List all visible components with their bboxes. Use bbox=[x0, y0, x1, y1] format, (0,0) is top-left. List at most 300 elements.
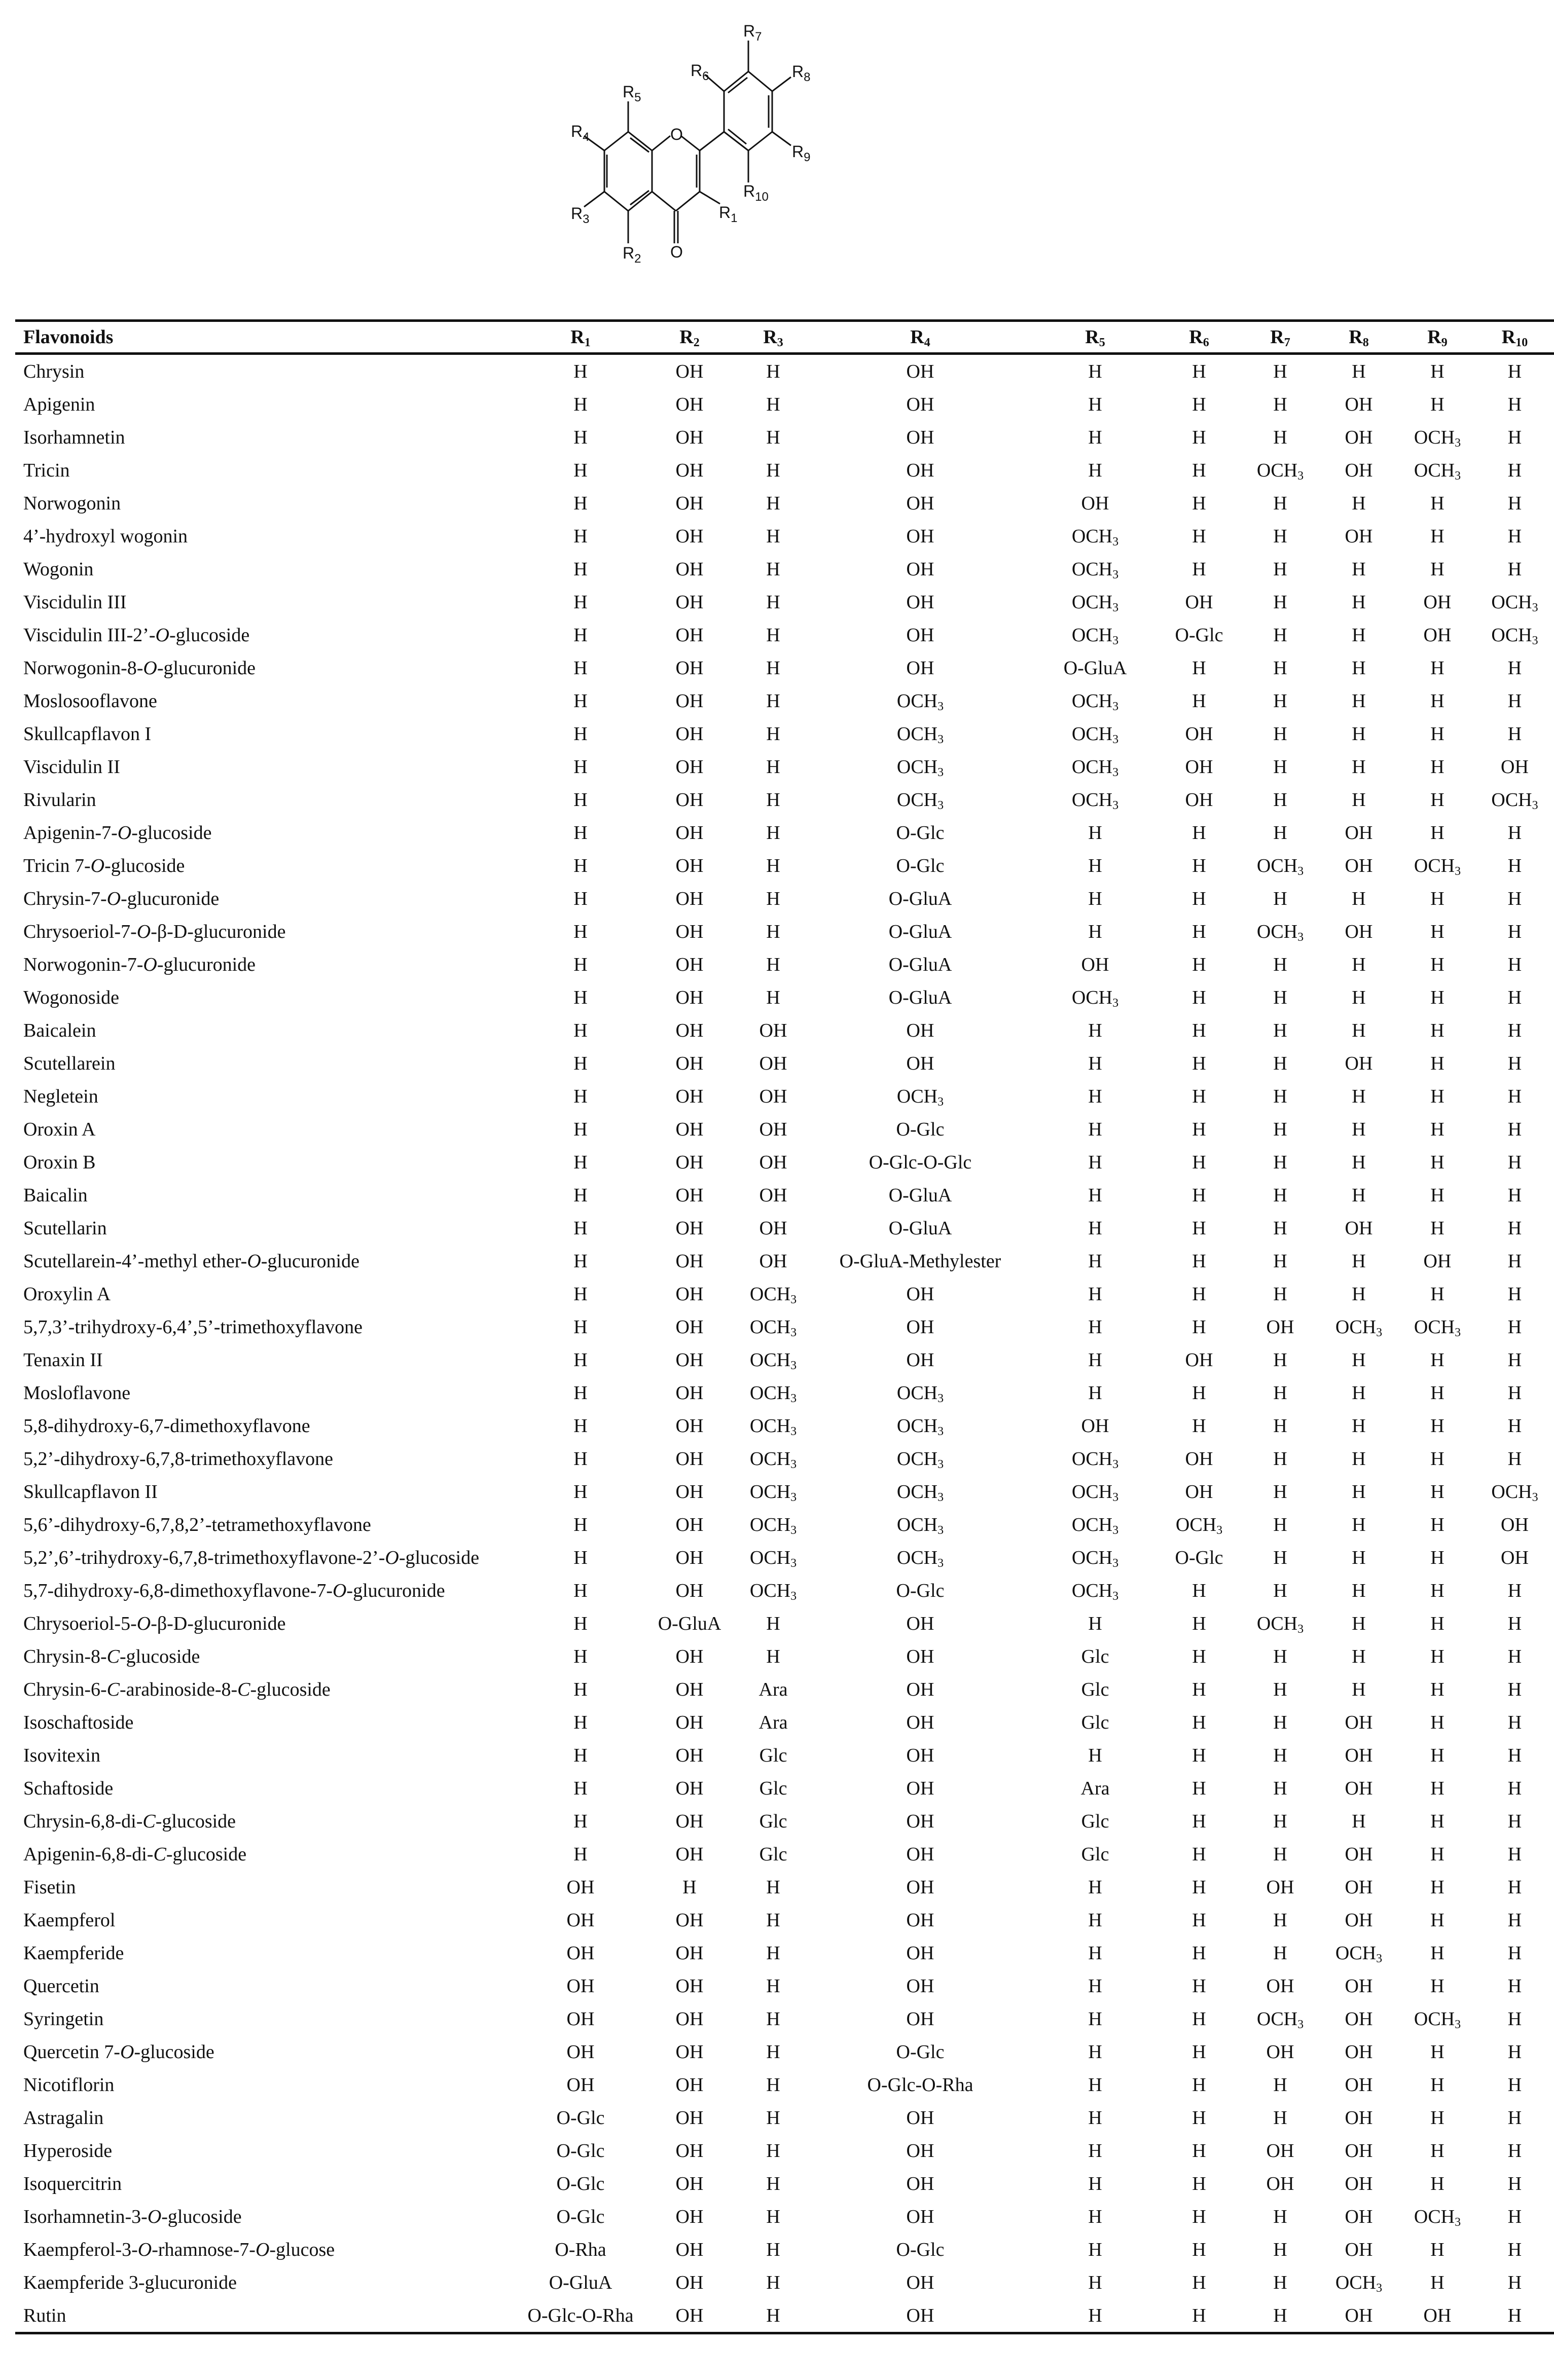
substituent-r1: H bbox=[573, 657, 588, 679]
substituent-r2: OH bbox=[675, 756, 704, 778]
substituent-r8: H bbox=[1352, 723, 1366, 745]
substituent-r10: $OCH_3$ bbox=[1491, 789, 1538, 812]
substituent-r3: H bbox=[766, 525, 780, 547]
substituent-r6: OH bbox=[1185, 789, 1213, 811]
substituent-r10: H bbox=[1507, 1777, 1522, 1799]
header-flavonoids: Flavonoids bbox=[23, 326, 114, 348]
substituent-r5: H bbox=[1088, 1876, 1102, 1898]
substituent-r7: H bbox=[1273, 1711, 1287, 1733]
substituent-r7: H bbox=[1273, 525, 1287, 547]
substituent-r9: H bbox=[1430, 1613, 1444, 1634]
substituent-r6: H bbox=[1192, 426, 1206, 448]
header-r7: $R_7$ bbox=[1270, 326, 1290, 349]
substituent-r3: H bbox=[766, 723, 780, 745]
substituent-r9: H bbox=[1430, 558, 1444, 580]
flavonoid-name: Skullcapflavon I bbox=[23, 723, 152, 745]
substituent-r9: H bbox=[1430, 1085, 1444, 1107]
table-row bbox=[15, 1805, 1554, 1838]
substituent-r9: $OCH_3$ bbox=[1414, 2206, 1461, 2229]
substituent-r10: H bbox=[1507, 1711, 1522, 1733]
table-row bbox=[15, 454, 1554, 487]
substituent-r8: OH bbox=[1345, 1843, 1373, 1865]
substituent-r2: OH bbox=[675, 459, 704, 481]
substituent-r9: H bbox=[1430, 690, 1444, 712]
substituent-r9: H bbox=[1430, 888, 1444, 909]
substituent-r4: O-Glc bbox=[896, 2041, 945, 2063]
substituent-r10: H bbox=[1507, 1052, 1522, 1074]
substituent-r7: OH bbox=[1266, 1876, 1294, 1898]
substituent-r6: H bbox=[1192, 1613, 1206, 1634]
substituent-r10: H bbox=[1507, 1645, 1522, 1667]
substituent-r3: OH bbox=[759, 1019, 787, 1041]
substituent-r7: H bbox=[1273, 888, 1287, 909]
substituent-r5: $OCH_3$ bbox=[1071, 756, 1119, 779]
substituent-r9: H bbox=[1430, 756, 1444, 778]
substituent-r2: OH bbox=[675, 2239, 704, 2260]
substituent-r3: Glc bbox=[759, 1843, 787, 1865]
substituent-r3: H bbox=[766, 921, 780, 942]
substituent-r1: H bbox=[573, 360, 588, 382]
substituent-r10: H bbox=[1507, 1250, 1522, 1272]
substituent-r9: H bbox=[1430, 2272, 1444, 2293]
substituent-r2: OH bbox=[675, 1975, 704, 1997]
substituent-r8: H bbox=[1352, 492, 1366, 514]
r6-label: $R_6$ bbox=[691, 61, 709, 83]
substituent-r3: H bbox=[766, 986, 780, 1008]
substituent-r8: OH bbox=[1345, 2074, 1373, 2096]
substituent-r7: H bbox=[1273, 822, 1287, 844]
substituent-r6: H bbox=[1192, 1019, 1206, 1041]
substituent-r1: H bbox=[573, 1019, 588, 1041]
substituent-r9: OH bbox=[1423, 591, 1452, 613]
substituent-r4: $OCH_3$ bbox=[896, 1382, 944, 1405]
substituent-r7: H bbox=[1273, 1645, 1287, 1667]
flavonoid-name: Viscidulin III-2’-O-glucoside bbox=[23, 624, 250, 646]
flavonoid-substituent-table bbox=[15, 319, 1554, 2334]
substituent-r9: H bbox=[1430, 360, 1444, 382]
substituent-r5: H bbox=[1088, 393, 1102, 415]
table-body bbox=[15, 354, 1554, 2333]
substituent-r6: H bbox=[1192, 1580, 1206, 1601]
substituent-r6: H bbox=[1192, 2173, 1206, 2194]
flavonoid-name: Scutellarin bbox=[23, 1217, 107, 1239]
substituent-r7: H bbox=[1273, 690, 1287, 712]
header-r1: $R_1$ bbox=[570, 326, 591, 349]
substituent-r6: H bbox=[1192, 558, 1206, 580]
substituent-r6: H bbox=[1192, 1909, 1206, 1931]
substituent-r4: OH bbox=[906, 1349, 934, 1371]
substituent-r10: H bbox=[1507, 426, 1522, 448]
substituent-r4: OH bbox=[906, 426, 934, 448]
substituent-r5: H bbox=[1088, 1052, 1102, 1074]
r8-label: $R_8$ bbox=[792, 62, 811, 84]
substituent-r9: H bbox=[1430, 1019, 1444, 1041]
substituent-r3: H bbox=[766, 822, 780, 844]
substituent-r1: H bbox=[573, 1711, 588, 1733]
flavonoid-name: Moslosooflavone bbox=[23, 690, 157, 712]
header-r3: $R_3$ bbox=[763, 326, 783, 349]
substituent-r7: H bbox=[1273, 1415, 1287, 1437]
r2-label: $R_2$ bbox=[623, 244, 641, 266]
substituent-r2: OH bbox=[675, 1349, 704, 1371]
r1-label: $R_1$ bbox=[719, 203, 738, 225]
substituent-r7: H bbox=[1273, 1777, 1287, 1799]
substituent-r5: H bbox=[1088, 2107, 1102, 2129]
substituent-r2: OH bbox=[675, 1283, 704, 1305]
substituent-r1: H bbox=[573, 492, 588, 514]
flavonoid-name: Negletein bbox=[23, 1085, 98, 1107]
substituent-r8: OH bbox=[1345, 2107, 1373, 2129]
substituent-r5: H bbox=[1088, 459, 1102, 481]
table-row bbox=[15, 1739, 1554, 1772]
substituent-r2: OH bbox=[675, 558, 704, 580]
substituent-r7: H bbox=[1273, 1283, 1287, 1305]
substituent-r4: O-GluA bbox=[888, 921, 952, 942]
substituent-r6: OH bbox=[1185, 1349, 1213, 1371]
substituent-r2: OH bbox=[675, 591, 704, 613]
substituent-r7: H bbox=[1273, 789, 1287, 811]
substituent-r2: OH bbox=[675, 1019, 704, 1041]
substituent-r10: H bbox=[1507, 723, 1522, 745]
substituent-r6: H bbox=[1192, 2107, 1206, 2129]
substituent-r1: H bbox=[573, 954, 588, 975]
substituent-r10: H bbox=[1507, 459, 1522, 481]
substituent-r2: OH bbox=[675, 921, 704, 942]
substituent-r2: OH bbox=[675, 1678, 704, 1700]
carbonyl-oxygen-label: O bbox=[670, 243, 683, 261]
flavonoid-name: 5,2’-dihydroxy-6,7,8-trimethoxyflavone bbox=[23, 1448, 334, 1470]
substituent-r6: H bbox=[1192, 1085, 1206, 1107]
substituent-r7: H bbox=[1273, 1151, 1287, 1173]
substituent-r4: OH bbox=[906, 2173, 934, 2194]
flavonoid-name: Isovitexin bbox=[23, 1744, 100, 1766]
substituent-r4: OH bbox=[906, 1909, 934, 1931]
substituent-r8: OH bbox=[1345, 426, 1373, 448]
substituent-r5: H bbox=[1088, 2008, 1102, 2030]
substituent-r1: H bbox=[573, 393, 588, 415]
substituent-r10: H bbox=[1507, 1019, 1522, 1041]
table-row bbox=[15, 651, 1554, 684]
substituent-r10: H bbox=[1507, 2074, 1522, 2096]
r7-label: $R_7$ bbox=[743, 22, 762, 44]
substituent-r4: OH bbox=[906, 1019, 934, 1041]
substituent-r6: H bbox=[1192, 657, 1206, 679]
substituent-r8: OH bbox=[1345, 525, 1373, 547]
substituent-r8: OH bbox=[1345, 921, 1373, 942]
substituent-r8: OH bbox=[1345, 1711, 1373, 1733]
substituent-r8: H bbox=[1352, 1645, 1366, 1667]
substituent-r9: H bbox=[1430, 1810, 1444, 1832]
substituent-r2: OH bbox=[675, 1085, 704, 1107]
substituent-r2: OH bbox=[675, 1052, 704, 1074]
substituent-r6: H bbox=[1192, 888, 1206, 909]
flavonoid-name: Astragalin bbox=[23, 2107, 104, 2129]
table-row bbox=[15, 585, 1554, 618]
substituent-r1: H bbox=[573, 921, 588, 942]
substituent-r9: H bbox=[1430, 2140, 1444, 2162]
substituent-r7: H bbox=[1273, 1184, 1287, 1206]
table-row bbox=[15, 1310, 1554, 1343]
substituent-r4: $OCH_3$ bbox=[896, 1085, 944, 1109]
flavonoid-name: Hyperoside bbox=[23, 2140, 113, 2162]
flavonoid-name: Norwogonin bbox=[23, 492, 121, 514]
substituent-r1: O-Glc bbox=[556, 2140, 605, 2162]
substituent-r7: OH bbox=[1266, 2173, 1294, 2194]
substituent-r4: OH bbox=[906, 2107, 934, 2129]
substituent-r4: OH bbox=[906, 393, 934, 415]
substituent-r5: $OCH_3$ bbox=[1071, 723, 1119, 746]
flavonoid-name: Kaempferide 3-glucuronide bbox=[23, 2272, 237, 2293]
table-row bbox=[15, 1442, 1554, 1475]
substituent-r3: H bbox=[766, 459, 780, 481]
substituent-r1: H bbox=[573, 1151, 588, 1173]
substituent-r3: $OCH_3$ bbox=[749, 1547, 797, 1570]
substituent-r2: OH bbox=[675, 855, 704, 876]
substituent-r5: O-GluA bbox=[1063, 657, 1127, 679]
substituent-r3: Ara bbox=[758, 1711, 788, 1733]
substituent-r1: H bbox=[573, 1645, 588, 1667]
substituent-r4: $OCH_3$ bbox=[896, 1547, 944, 1570]
substituent-r10: H bbox=[1507, 558, 1522, 580]
substituent-r7: H bbox=[1273, 723, 1287, 745]
substituent-r5: H bbox=[1088, 1316, 1102, 1338]
substituent-r1: H bbox=[573, 1580, 588, 1601]
substituent-r2: H bbox=[682, 1876, 697, 1898]
substituent-r3: $OCH_3$ bbox=[749, 1283, 797, 1306]
table-row bbox=[15, 2134, 1554, 2167]
flavonoid-name: Syringetin bbox=[23, 2008, 104, 2030]
flavonoid-name: Tricin 7-O-glucoside bbox=[23, 855, 185, 876]
substituent-r4: O-Glc-O-Rha bbox=[867, 2074, 973, 2096]
substituent-r2: OH bbox=[675, 2041, 704, 2063]
substituent-r1: OH bbox=[566, 1876, 595, 1898]
substituent-r10: H bbox=[1507, 1184, 1522, 1206]
substituent-r10: H bbox=[1507, 954, 1522, 975]
substituent-r9: H bbox=[1430, 2107, 1444, 2129]
substituent-r1: H bbox=[573, 1810, 588, 1832]
substituent-r3: OH bbox=[759, 1217, 787, 1239]
substituent-r6: H bbox=[1192, 921, 1206, 942]
substituent-r6: H bbox=[1192, 986, 1206, 1008]
substituent-r6: H bbox=[1192, 690, 1206, 712]
substituent-r5: $OCH_3$ bbox=[1071, 558, 1119, 581]
substituent-r8: H bbox=[1352, 1349, 1366, 1371]
substituent-r5: H bbox=[1088, 1613, 1102, 1634]
substituent-r10: H bbox=[1507, 1316, 1522, 1338]
substituent-r10: H bbox=[1507, 1118, 1522, 1140]
substituent-r1: OH bbox=[566, 2074, 595, 2096]
substituent-r2: OH bbox=[675, 2173, 704, 2194]
substituent-r6: H bbox=[1192, 2074, 1206, 2096]
substituent-r3: H bbox=[766, 1975, 780, 1997]
table-row bbox=[15, 750, 1554, 783]
substituent-r4: OH bbox=[906, 1975, 934, 1997]
table-row bbox=[15, 487, 1554, 520]
substituent-r3: H bbox=[766, 2008, 780, 2030]
table-row bbox=[15, 553, 1554, 585]
substituent-r7: $OCH_3$ bbox=[1256, 2008, 1304, 2031]
substituent-r7: H bbox=[1273, 1678, 1287, 1700]
table-row bbox=[15, 2068, 1554, 2101]
substituent-r2: OH bbox=[675, 954, 704, 975]
substituent-r8: H bbox=[1352, 986, 1366, 1008]
substituent-r6: H bbox=[1192, 360, 1206, 382]
substituent-r8: H bbox=[1352, 1151, 1366, 1173]
substituent-r7: H bbox=[1273, 1481, 1287, 1503]
substituent-r3: $OCH_3$ bbox=[749, 1349, 797, 1372]
substituent-r2: OH bbox=[675, 393, 704, 415]
substituent-r10: H bbox=[1507, 1843, 1522, 1865]
substituent-r3: H bbox=[766, 2107, 780, 2129]
substituent-r9: H bbox=[1430, 1151, 1444, 1173]
substituent-r9: H bbox=[1430, 1777, 1444, 1799]
substituent-r3: H bbox=[766, 426, 780, 448]
substituent-r8: $OCH_3$ bbox=[1335, 1942, 1383, 1965]
substituent-r2: OH bbox=[675, 2272, 704, 2293]
substituent-r6: H bbox=[1192, 1415, 1206, 1437]
substituent-r7: H bbox=[1273, 1448, 1287, 1470]
flavonoid-name: Kaempferol-3-O-rhamnose-7-O-glucose bbox=[23, 2239, 335, 2260]
substituent-r7: H bbox=[1273, 1217, 1287, 1239]
substituent-r2: OH bbox=[675, 1514, 704, 1535]
flavonoid-name: Apigenin-6,8-di-C-glucoside bbox=[23, 1843, 247, 1865]
substituent-r5: OH bbox=[1081, 1415, 1109, 1437]
table-row bbox=[15, 2200, 1554, 2233]
substituent-r6: H bbox=[1192, 393, 1206, 415]
substituent-r3: H bbox=[766, 360, 780, 382]
substituent-r4: OH bbox=[906, 591, 934, 613]
substituent-r2: OH bbox=[675, 2140, 704, 2162]
substituent-r5: Glc bbox=[1081, 1678, 1109, 1700]
substituent-r7: H bbox=[1273, 657, 1287, 679]
substituent-r10: H bbox=[1507, 1909, 1522, 1931]
flavonoid-name: Norwogonin-8-O-glucuronide bbox=[23, 657, 256, 679]
flavonoid-name: Kaempferide bbox=[23, 1942, 124, 1964]
header-r5: $R_5$ bbox=[1085, 326, 1105, 349]
substituent-r5: Glc bbox=[1081, 1645, 1109, 1667]
substituent-r5: $OCH_3$ bbox=[1071, 789, 1119, 812]
substituent-r7: H bbox=[1273, 986, 1287, 1008]
substituent-r10: H bbox=[1507, 822, 1522, 844]
substituent-r4: OH bbox=[906, 459, 934, 481]
substituent-r4: OH bbox=[906, 492, 934, 514]
substituent-r2: OH bbox=[675, 1843, 704, 1865]
substituent-r5: H bbox=[1088, 1382, 1102, 1404]
substituent-r10: H bbox=[1507, 525, 1522, 547]
substituent-r2: OH bbox=[675, 2008, 704, 2030]
substituent-r8: OH bbox=[1345, 2008, 1373, 2030]
substituent-r7: $OCH_3$ bbox=[1256, 855, 1304, 878]
substituent-r9: H bbox=[1430, 1975, 1444, 1997]
substituent-r4: OH bbox=[906, 2272, 934, 2293]
substituent-r1: O-GluA bbox=[549, 2272, 612, 2293]
substituent-r3: H bbox=[766, 393, 780, 415]
table-row bbox=[15, 1871, 1554, 1903]
substituent-r3: OH bbox=[759, 1118, 787, 1140]
substituent-r5: H bbox=[1088, 1283, 1102, 1305]
substituent-r7: OH bbox=[1266, 2140, 1294, 2162]
substituent-r5: H bbox=[1088, 1019, 1102, 1041]
substituent-r1: H bbox=[573, 1118, 588, 1140]
substituent-r5: $OCH_3$ bbox=[1071, 1580, 1119, 1603]
substituent-r2: OH bbox=[675, 492, 704, 514]
substituent-r10: H bbox=[1507, 855, 1522, 876]
substituent-r1: H bbox=[573, 1547, 588, 1568]
table-row bbox=[15, 783, 1554, 816]
substituent-r4: OH bbox=[906, 1942, 934, 1964]
substituent-r5: H bbox=[1088, 1085, 1102, 1107]
substituent-r7: $OCH_3$ bbox=[1256, 921, 1304, 944]
substituent-r8: H bbox=[1352, 1019, 1366, 1041]
table-row bbox=[15, 2035, 1554, 2068]
substituent-r10: H bbox=[1507, 888, 1522, 909]
substituent-r10: H bbox=[1507, 2206, 1522, 2227]
substituent-r9: H bbox=[1430, 2041, 1444, 2063]
substituent-r1: H bbox=[573, 1316, 588, 1338]
table-row bbox=[15, 388, 1554, 421]
substituent-r7: $OCH_3$ bbox=[1256, 459, 1304, 483]
substituent-r3: H bbox=[766, 1876, 780, 1898]
substituent-r5: H bbox=[1088, 1909, 1102, 1931]
substituent-r5: H bbox=[1088, 1184, 1102, 1206]
substituent-r8: OH bbox=[1345, 2206, 1373, 2227]
substituent-r8: H bbox=[1352, 888, 1366, 909]
substituent-r1: H bbox=[573, 1052, 588, 1074]
substituent-r5: H bbox=[1088, 2074, 1102, 2096]
substituent-r4: $OCH_3$ bbox=[896, 789, 944, 812]
substituent-r6: $OCH_3$ bbox=[1175, 1514, 1223, 1537]
substituent-r1: H bbox=[573, 789, 588, 811]
substituent-r1: H bbox=[573, 986, 588, 1008]
flavonoid-name: Chrysin-8-C-glucoside bbox=[23, 1645, 200, 1667]
substituent-r7: H bbox=[1273, 1250, 1287, 1272]
substituent-r5: H bbox=[1088, 822, 1102, 844]
substituent-r7: H bbox=[1273, 1580, 1287, 1601]
substituent-r5: H bbox=[1088, 2272, 1102, 2293]
substituent-r9: H bbox=[1430, 1481, 1444, 1503]
substituent-r10: H bbox=[1507, 1349, 1522, 1371]
substituent-r1: OH bbox=[566, 1942, 595, 1964]
substituent-r5: Ara bbox=[1080, 1777, 1110, 1799]
substituent-r3: H bbox=[766, 1909, 780, 1931]
substituent-r6: OH bbox=[1185, 1448, 1213, 1470]
substituent-r5: OH bbox=[1081, 954, 1109, 975]
substituent-r1: H bbox=[573, 1217, 588, 1239]
r9-label: $R_9$ bbox=[792, 142, 811, 164]
substituent-r9: $OCH_3$ bbox=[1414, 1316, 1461, 1339]
table-row bbox=[15, 1475, 1554, 1508]
table-row bbox=[15, 849, 1554, 882]
table-row bbox=[15, 1574, 1554, 1607]
substituent-r9: H bbox=[1430, 1052, 1444, 1074]
substituent-r1: H bbox=[573, 1085, 588, 1107]
substituent-r1: H bbox=[573, 624, 588, 646]
substituent-r5: H bbox=[1088, 1744, 1102, 1766]
flavonoid-name: Viscidulin II bbox=[23, 756, 120, 778]
substituent-r5: $OCH_3$ bbox=[1071, 591, 1119, 614]
substituent-r3: $OCH_3$ bbox=[749, 1481, 797, 1504]
substituent-r2: OH bbox=[675, 1217, 704, 1239]
substituent-r4: $OCH_3$ bbox=[896, 1481, 944, 1504]
substituent-r9: H bbox=[1430, 1184, 1444, 1206]
substituent-r7: H bbox=[1273, 1514, 1287, 1535]
substituent-r4: OH bbox=[906, 558, 934, 580]
table-row bbox=[15, 1212, 1554, 1244]
substituent-r1: H bbox=[573, 1613, 588, 1634]
substituent-r10: H bbox=[1507, 1678, 1522, 1700]
substituent-r3: OH bbox=[759, 1151, 787, 1173]
flavonoid-name: Skullcapflavon II bbox=[23, 1481, 158, 1503]
